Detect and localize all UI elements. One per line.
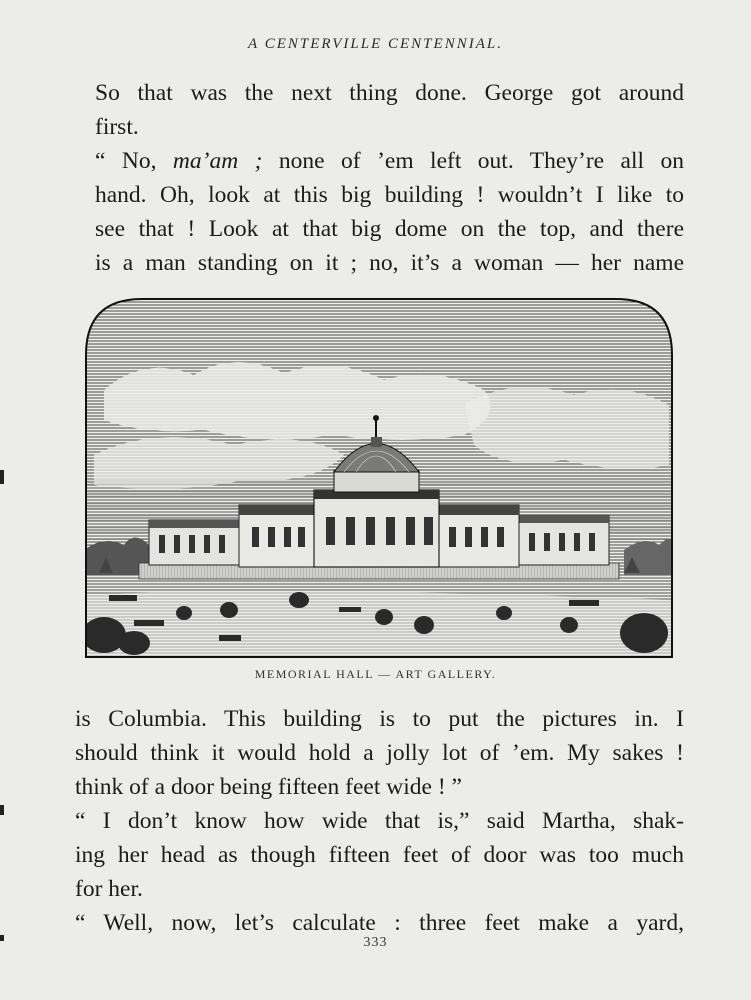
text-line-11: ing her head as though fifteen feet of door was too much [75, 842, 684, 868]
margin-mark [0, 935, 4, 941]
text-line-2: first. [95, 114, 139, 140]
text-line-7: is Columbia. This building is to put the pictures in. I [75, 706, 684, 732]
top-paragraphs [95, 76, 684, 280]
text-line-13: “ Well, now, let’s calculate : three feet make a yard, [75, 910, 684, 936]
margin-mark [0, 805, 4, 815]
memorial-hall-engraving [84, 295, 674, 660]
text-line-3-italic: ma’am ; [172, 148, 263, 174]
text-line-12: for her. [75, 876, 143, 902]
figure-caption: MEMORIAL HALL — ART GALLERY. [254, 667, 497, 681]
text-line-4: hand. Oh, look at this big building ! wouldn’t I like to [95, 182, 684, 208]
text-line-3-post: none of ’em left out. They’re all on [262, 148, 684, 174]
running-head: A CENTERVILLE CENTENNIAL. [248, 36, 503, 52]
text-line-1: So that was the next thing done. George got around [95, 80, 684, 106]
margin-mark [0, 470, 4, 484]
text-line-6: is a man standing on it ; no, it’s a woman — her name [95, 250, 684, 276]
text-line-10: “ I don’t know how wide that is,” said Martha, shak- [75, 808, 684, 834]
text-line-9: think of a door being fifteen feet wide ! ” [75, 774, 462, 800]
text-line-3 [95, 144, 684, 178]
text-line-3-pre: “ No, [95, 148, 173, 174]
page-number: 333 [363, 935, 388, 950]
bottom-paragraphs [75, 702, 684, 940]
text-line-5: see that ! Look at that big dome on the top, and there [95, 216, 684, 242]
text-line-8: should think it would hold a jolly lot of ’em. My sakes ! [75, 740, 684, 766]
engraving-memorial-hall-icon [84, 295, 674, 660]
